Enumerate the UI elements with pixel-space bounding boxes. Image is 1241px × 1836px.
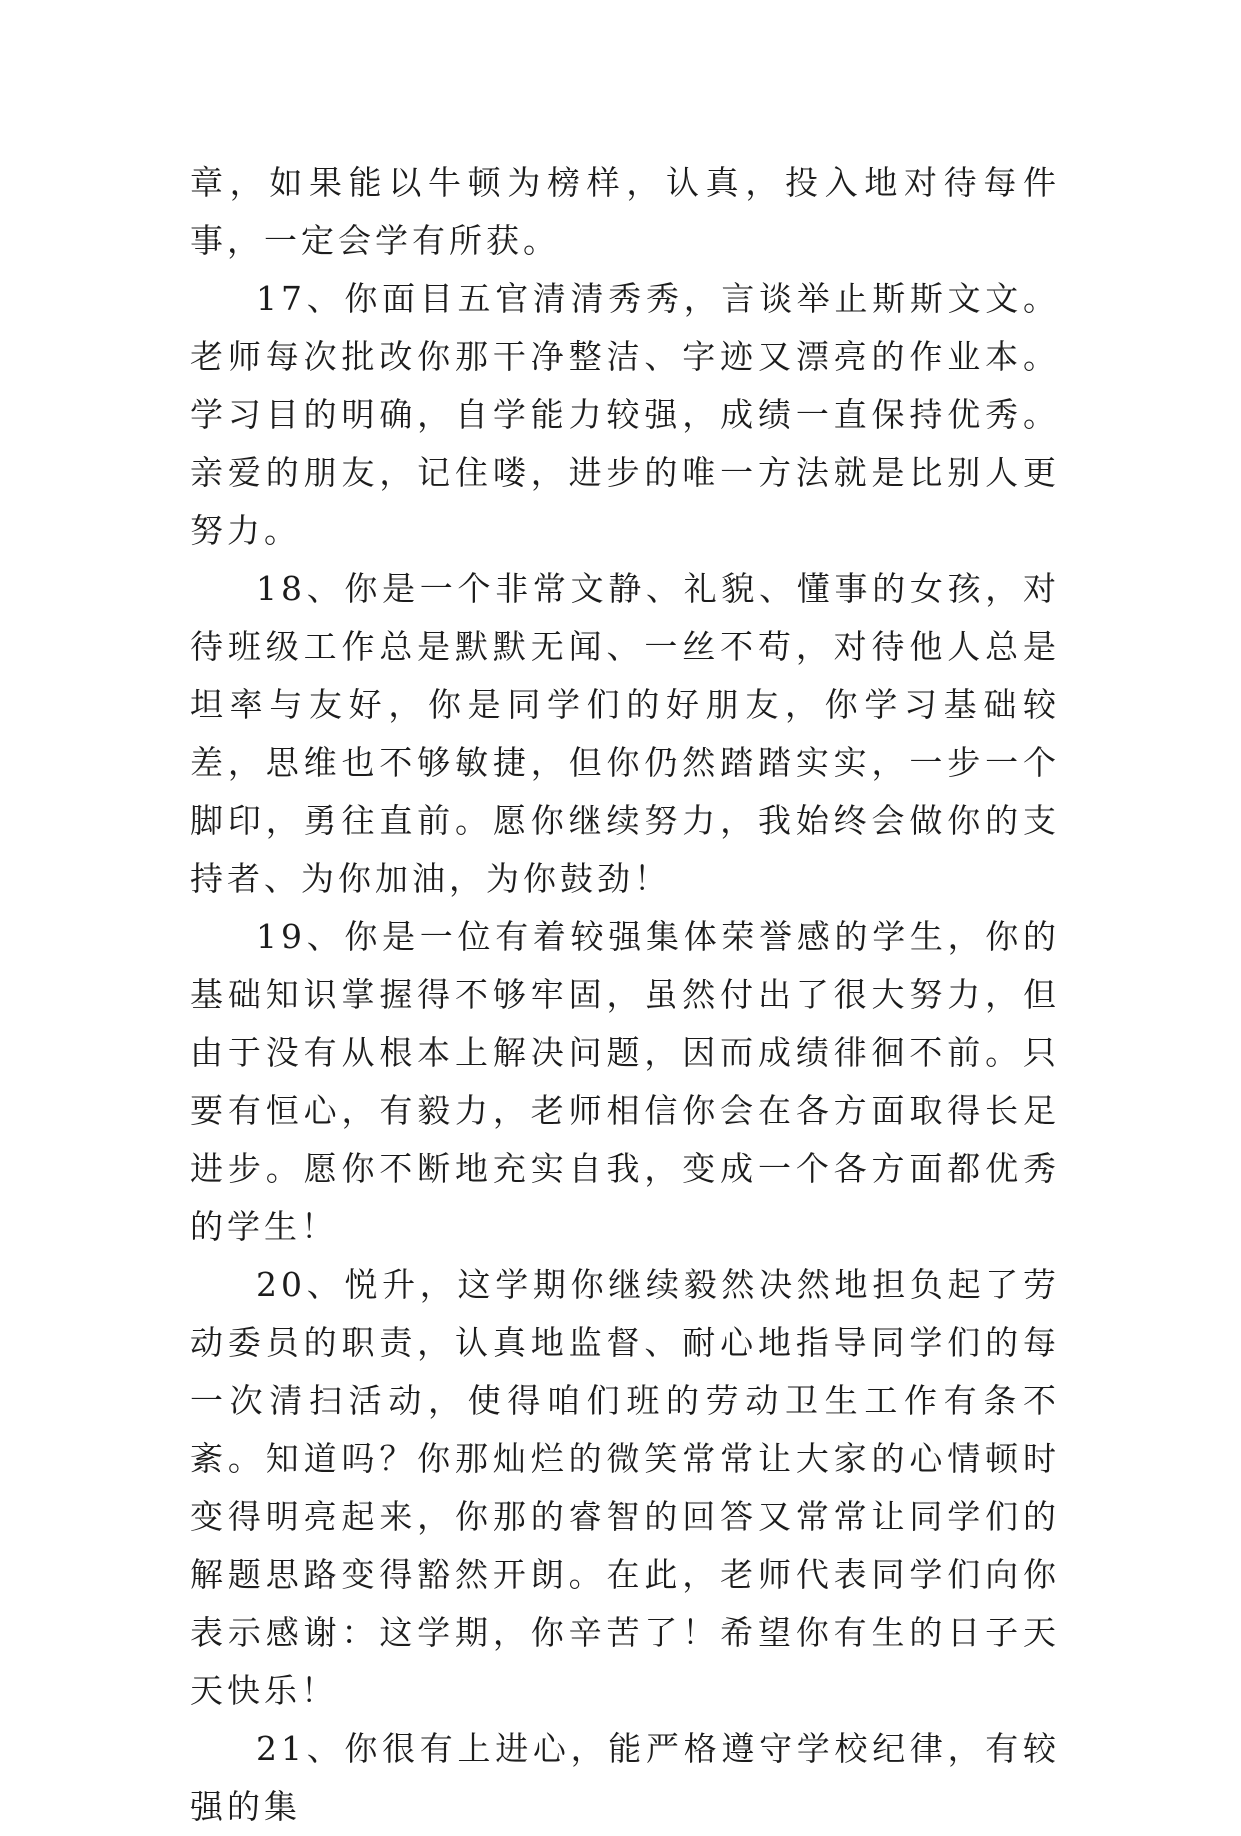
paragraph-comment-20: 20、悦升，这学期你继续毅然决然地担负起了劳动委员的职责，认真地监督、耐心地指导同学们的每一次清扫活动，使得咱们班的劳动卫生工作有条不紊。知道吗？你那灿烂的微笑常常让大家的心情顿时变得明亮起来，你那的睿智的回答又常常让同学们的解题思路变得豁然开朗。在此，老师代表同学们向你表示感谢：这学期，你辛苦了！希望你有生的日子天天快乐！: [190, 1265, 1060, 1710]
paragraph-comment-19: 19、你是一位有着较强集体荣誉感的学生，你的基础知识掌握得不够牢固，虽然付出了很大努力，但由于没有从根本上解决问题，因而成绩徘徊不前。只要有恒心，有毅力，老师相信你会在各方面取得长足进步。愿你不断地充实自我，变成一个各方面都优秀的学生！: [190, 917, 1060, 1246]
paragraph-comment-18: 18、你是一个非常文静、礼貌、懂事的女孩，对待班级工作总是默默无闻、一丝不苟，对待他人总是坦率与友好，你是同学们的好朋友，你学习基础较差，思维也不够敏捷，但你仍然踏踏实实，一步一个脚印，勇往直前。愿你继续努力，我始终会做你的支持者、为你加油，为你鼓劲！: [190, 569, 1060, 898]
paragraph-continuation: 章，如果能以牛顿为榜样，认真，投入地对待每件事，一定会学有所获。: [190, 163, 1060, 260]
paragraph-comment-17: 17、你面目五官清清秀秀，言谈举止斯斯文文。老师每次批改你那干净整洁、字迹又漂亮的作业本。学习目的明确，自学能力较强，成绩一直保持优秀。亲爱的朋友，记住喽，进步的唯一方法就是比别人更努力。: [190, 279, 1060, 550]
paragraph-comment-21: 21、你很有上进心，能严格遵守学校纪律，有较强的集: [190, 1729, 1060, 1826]
document-body: [190, 154, 1060, 1836]
